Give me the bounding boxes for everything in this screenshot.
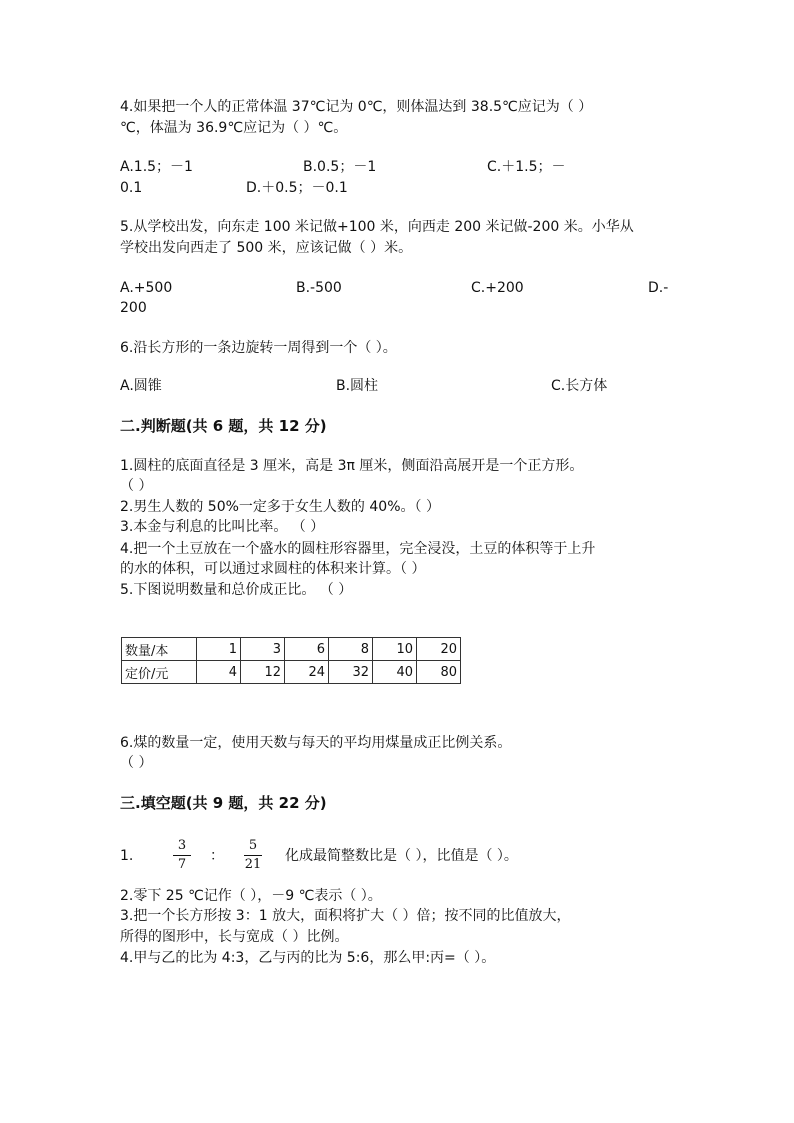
- table-cell: 24: [285, 661, 329, 684]
- q5-stem-line1: 5.从学校出发，向东走 100 米记做+100 米，向西走 200 米记做-200 米。小华从: [120, 219, 634, 235]
- table-cell: 40: [373, 661, 417, 684]
- table-cell: 1: [197, 638, 241, 661]
- fraction-denominator: 21: [244, 857, 262, 872]
- fill-4: 4.甲与乙的比为 4:3，乙与丙的比为 5:6，那么甲:丙=（ ）。: [120, 950, 496, 966]
- table-row: [122, 638, 461, 661]
- q6-option-b[interactable]: B.圆柱: [336, 378, 379, 394]
- fraction-3-7: [171, 838, 193, 873]
- section-2-title: 二.判断题(共 6 题，共 12 分): [120, 417, 327, 435]
- fraction-5-21: [242, 838, 264, 873]
- judge-4-line2: 的水的体积，可以通过求圆柱的体积来计算。（ ）: [120, 561, 426, 577]
- fill-1-number: 1.: [120, 848, 134, 864]
- table-cell: 32: [329, 661, 373, 684]
- fraction-bar: [173, 855, 191, 856]
- judge-4-line1: 4.把一个土豆放在一个盛水的圆柱形容器里，完全浸没，土豆的体积等于上升: [120, 541, 596, 557]
- table-cell: 8: [329, 638, 373, 661]
- q6-stem: 6.沿长方形的一条边旋转一周得到一个（ ）。: [120, 340, 397, 356]
- table-row: [122, 661, 461, 684]
- judge-6-answer[interactable]: （ ）: [120, 755, 153, 771]
- q4-option-b[interactable]: B.0.5；－1: [303, 159, 377, 175]
- judge-6-line1: 6.煤的数量一定，使用天数与每天的平均用煤量成正比例关系。: [120, 735, 512, 751]
- q5-option-c[interactable]: C.+200: [471, 280, 524, 296]
- q6-option-a[interactable]: A.圆锥: [120, 378, 162, 394]
- q5-option-d-continued: 200: [120, 300, 147, 316]
- fill-1-text: 化成最简整数比是（ ），比值是（ ）。: [285, 848, 518, 864]
- fraction-numerator: 5: [248, 838, 258, 853]
- judge-3: 3.本金与利息的比叫比率。 （ ）: [120, 519, 325, 535]
- fraction-numerator: 3: [177, 838, 187, 853]
- q4-option-a[interactable]: A.1.5；－1: [120, 159, 193, 175]
- table-cell: 12: [241, 661, 285, 684]
- table-cell: 80: [417, 661, 461, 684]
- q4-stem-line2: ℃，体温为 36.9℃应记为（ ）℃。: [120, 120, 348, 136]
- table-cell: 10: [373, 638, 417, 661]
- q4-option-c[interactable]: C.＋1.5；－: [487, 159, 566, 175]
- q5-option-a[interactable]: A.+500: [120, 280, 173, 296]
- q4-option-c-continued: 0.1: [120, 180, 143, 196]
- table-cell: 6: [285, 638, 329, 661]
- fill-3-line2: 所得的图形中，长与宽成（ ）比例。: [120, 929, 349, 945]
- q5-option-b[interactable]: B.-500: [296, 280, 342, 296]
- q5-stem-line2: 学校出发向西走了 500 米，应该记做（ ）米。: [120, 240, 413, 256]
- judge-5: 5.下图说明数量和总价成正比。 （ ）: [120, 582, 353, 598]
- ratio-colon: ：: [210, 848, 224, 864]
- judge-1-answer[interactable]: （ ）: [120, 478, 153, 494]
- fill-2: 2.零下 25 ℃记作（ ），－9 ℃表示（ ）。: [120, 888, 382, 904]
- q5-option-d[interactable]: D.-: [648, 280, 669, 296]
- q6-option-c[interactable]: C.长方体: [551, 378, 608, 394]
- judge-2: 2.男生人数的 50%一定多于女生人数的 40%。（ ）: [120, 499, 440, 515]
- fill-3-line1: 3.把一个长方形按 3：1 放大，面积将扩大（ ）倍；按不同的比值放大，: [120, 908, 571, 924]
- fraction-bar: [244, 855, 262, 856]
- table-cell: 4: [197, 661, 241, 684]
- judge-1-line1: 1.圆柱的底面直径是 3 厘米，高是 3π 厘米，侧面沿高展开是一个正方形。: [120, 458, 584, 474]
- q4-stem-line1: 4.如果把一个人的正常体温 37℃记为 0℃，则体温达到 38.5℃应记为（ ）: [120, 99, 593, 115]
- fraction-denominator: 7: [177, 857, 187, 872]
- quantity-price-table: [121, 637, 461, 684]
- row-label-quantity: 数量/本: [122, 638, 197, 661]
- q4-option-d[interactable]: D.＋0.5；－0.1: [246, 180, 348, 196]
- section-3-title: 三.填空题(共 9 题，共 22 分): [120, 794, 327, 812]
- row-label-price: 定价/元: [122, 661, 197, 684]
- table-cell: 3: [241, 638, 285, 661]
- table-cell: 20: [417, 638, 461, 661]
